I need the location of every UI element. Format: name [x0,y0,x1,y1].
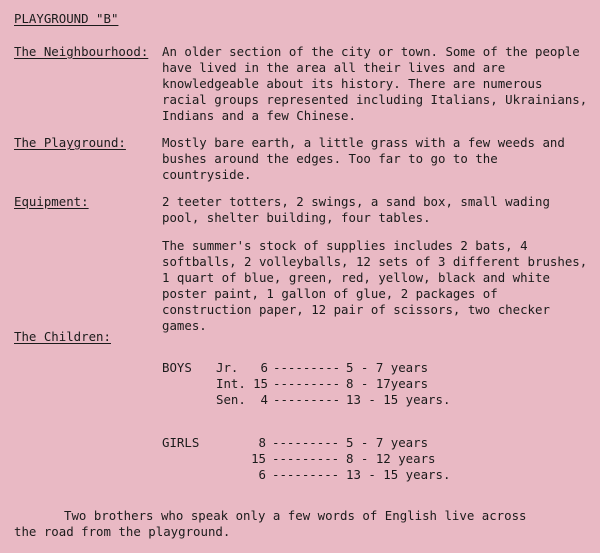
boys-dashes: --------- [273,376,341,391]
boys-count: 15 [253,376,268,391]
boys-dashes: --------- [273,392,341,407]
girls-ages: 5 - 7 years [346,435,429,450]
boys-ages: 13 - 15 years. [346,392,451,407]
supplies-text: The summer's stock of supplies includes 2 bats, 4 softballs, 2 volleyballs, 12 sets of 3 different brushes, 1 quart of blue, green, red, yellow, black and white poster paint, 1 gallon of glue, 2 packages of construction paper, 12 pair of scissors, two checker games. [162,238,588,333]
girls-count: 15 [251,451,266,466]
girls-ages: 13 - 15 years. [346,467,451,482]
boys-level: Int. [216,376,246,391]
boys-ages: 8 - 17years [346,376,429,391]
girls-count: 8 [258,435,266,450]
girls-label: GIRLS [162,435,200,450]
girls-dashes: --------- [272,467,340,482]
girls-ages: 8 - 12 years [346,451,436,466]
children-heading: The Children: [14,329,111,344]
boys-level: Jr. [216,360,239,375]
closing-line-1: Two brothers who speak only a few words of English live across [64,508,527,523]
girls-dashes: --------- [272,435,340,450]
boys-label: BOYS [162,360,192,375]
boys-ages: 5 - 7 years [346,360,429,375]
neighbourhood-text: An older section of the city or town. Some of the people have lived in the area all their lives and are knowledgeable about its history. There are numerous racial groups represented including Italians, Ukrainians, Indians and a few Chinese. [162,44,588,123]
page-title: PLAYGROUND "B" [14,11,119,26]
equipment-heading: Equipment: [14,194,89,209]
neighbourhood-heading: The Neighbourhood: [14,44,149,59]
boys-count: 4 [260,392,268,407]
closing-line-2: the road from the playground. [14,524,231,539]
boys-level: Sen. [216,392,246,407]
boys-count: 6 [260,360,268,375]
playground-text: Mostly bare earth, a little grass with a few weeds and bushes around the edges. Too far to go to the countryside. [162,135,565,182]
boys-dashes: --------- [273,360,341,375]
girls-count: 6 [258,467,266,482]
playground-heading: The Playground: [14,135,126,150]
equipment-text: 2 teeter totters, 2 swings, a sand box, small wading pool, shelter building, four tables. [162,194,550,225]
girls-dashes: --------- [272,451,340,466]
